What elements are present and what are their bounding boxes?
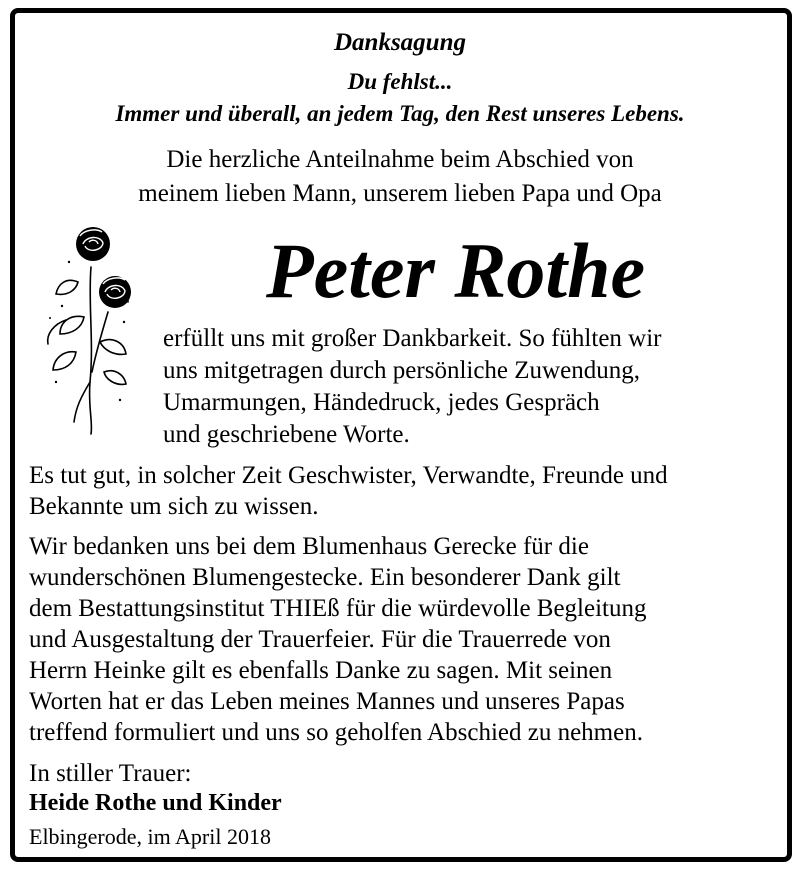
intro-line-1: Die herzliche Anteilnahme beim Abschied von — [166, 146, 634, 173]
rose-icon — [36, 222, 136, 436]
paragraph-2-line-5: Herrn Heinke gilt es ebenfalls Danke zu sagen. Mit seinen — [29, 657, 613, 684]
gratitude-line-4: und geschriebene Worte. — [163, 421, 410, 448]
paragraph-1-line-2: Bekannte um sich zu wissen. — [29, 493, 319, 520]
notice-heading: Danksagung — [334, 29, 466, 56]
place-date: Elbingerode, im April 2018 — [29, 824, 271, 849]
paragraph-2-line-7: treffend formuliert und uns so geholfen Abschied zu nehmen. — [29, 719, 643, 746]
motto-line-1: Du fehlst... — [347, 69, 453, 94]
motto-line-2: Immer und überall, an jedem Tag, den Rest unseres Lebens. — [115, 101, 685, 126]
paragraph-2-line-6: Worten hat er das Leben meines Mannes und unseres Papas — [29, 688, 625, 715]
closing-text: In stiller Trauer: — [29, 760, 192, 787]
paragraph-2-line-1: Wir bedanken uns bei dem Blumenhaus Gerecke für die — [29, 533, 589, 560]
gratitude-line-2: uns mitgetragen durch persönliche Zuwendung, — [163, 357, 640, 384]
deceased-name: Peter Rothe — [266, 227, 646, 314]
paragraph-2-line-3: dem Bestattungsinstitut THIEß für die würdevolle Begleitung — [29, 595, 647, 622]
signature: Heide Rothe und Kinder — [29, 790, 282, 816]
gratitude-line-1: erfüllt uns mit großer Dankbarkeit. So fühlten wir — [163, 325, 662, 352]
paragraph-2-line-4: und Ausgestaltung der Trauerfeier. Für die Trauerrede von — [29, 626, 611, 653]
paragraph-1-line-1: Es tut gut, in solcher Zeit Geschwister, Verwandte, Freunde und — [29, 462, 668, 489]
gratitude-line-3: Umarmungen, Händedruck, jedes Gespräch — [163, 389, 600, 416]
intro-line-2: meinem lieben Mann, unserem lieben Papa und Opa — [138, 180, 662, 207]
paragraph-2-line-2: wunderschönen Blumengestecke. Ein besonderer Dank gilt — [29, 564, 621, 591]
